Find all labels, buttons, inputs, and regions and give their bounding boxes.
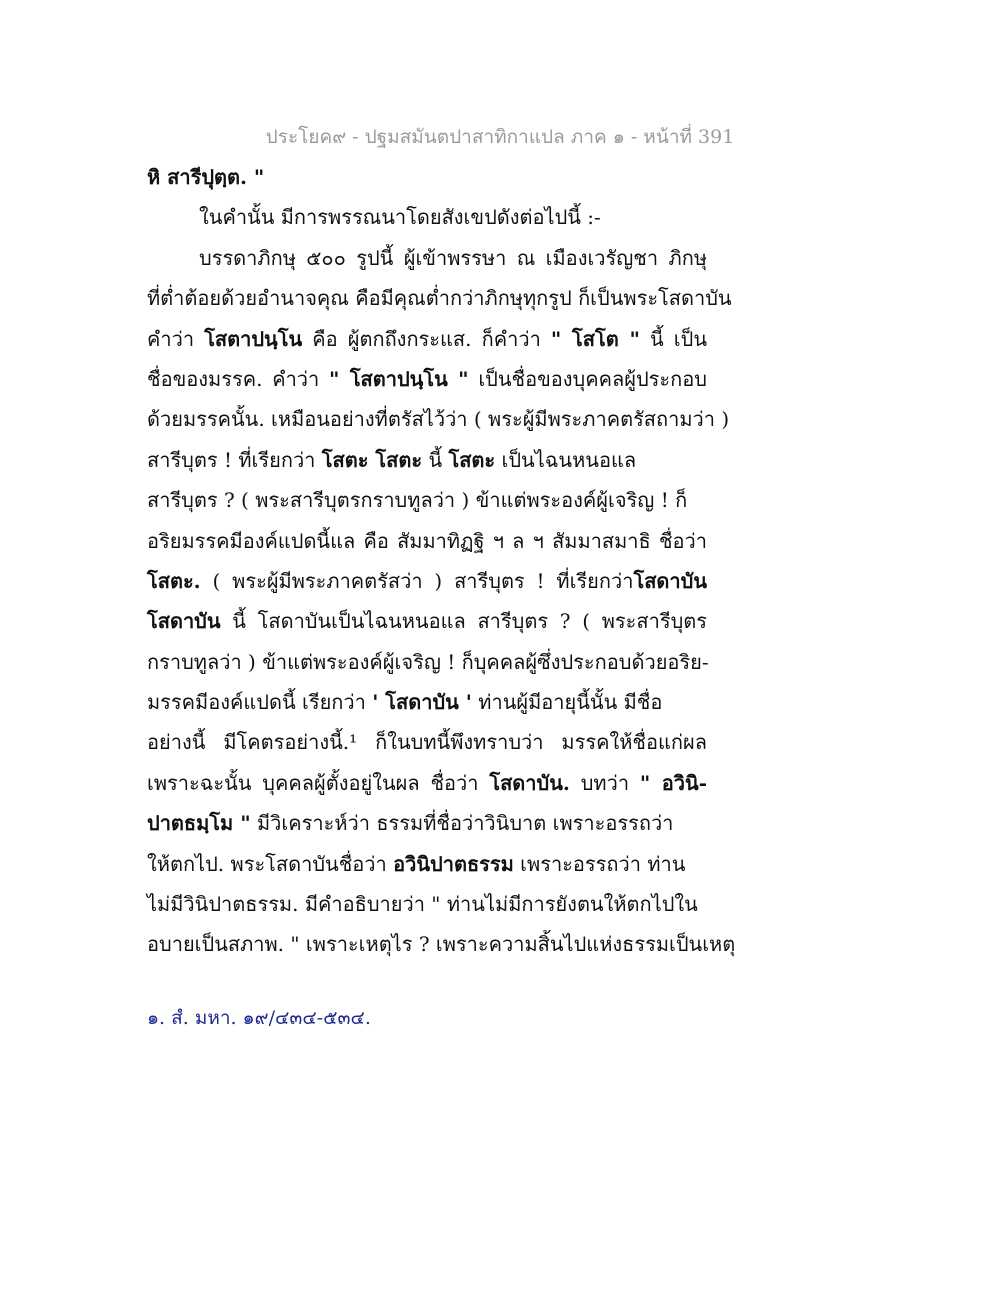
footnote: ๑. สํ. มหา. ๑๙/๔๓๔-๕๓๔. bbox=[147, 1007, 371, 1029]
text-line bbox=[147, 440, 707, 480]
text-line bbox=[147, 884, 707, 924]
text-run: มรรคมีองค์แปดนี้ เรียกว่า bbox=[147, 690, 373, 715]
bold-term: โสดาบัน. bbox=[489, 770, 570, 795]
bold-term: " โสโต " bbox=[550, 326, 640, 351]
text-line bbox=[147, 803, 707, 843]
text-run: คำว่า bbox=[147, 326, 205, 351]
text-run: ด้วยมรรคนั้น. เหมือนอย่างที่ตรัสไว้ว่า ( พระผู้มีพระภาคตรัสถามว่า ) bbox=[147, 407, 730, 432]
text-line bbox=[147, 197, 707, 237]
text-line bbox=[147, 601, 707, 641]
text-run: อริยมรรคมีองค์แปดนี้แล คือ สัมมาทิฏฐิ ฯ ล ฯ สัมมาสมาธิ ชื่อว่า bbox=[147, 528, 707, 553]
bold-term: " อวินิ- bbox=[639, 770, 707, 795]
bold-term: อวินิปาตธรรม bbox=[393, 851, 514, 876]
text-line bbox=[147, 319, 707, 359]
bold-term: ปาตธมฺโม " bbox=[147, 811, 251, 836]
bold-term: โสตาปนฺโน bbox=[204, 326, 303, 351]
body-text bbox=[147, 157, 736, 965]
text-run: เป็นไฉนหนอแล bbox=[495, 447, 637, 472]
text-run: ท่านผู้มีอายุนี้นั้น มีชื่อ bbox=[471, 690, 663, 715]
text-line bbox=[147, 480, 707, 520]
text-run: ( พระผู้มีพระภาคตรัสว่า ) สารีบุตร ! ที่เรียกว่า bbox=[200, 568, 634, 593]
text-run: นี้ เป็น bbox=[639, 326, 707, 351]
text-line bbox=[147, 642, 707, 682]
text-line bbox=[147, 278, 732, 318]
text-line bbox=[147, 359, 707, 399]
text-run: เพราะอรรถว่า ท่าน bbox=[513, 851, 686, 876]
text-line bbox=[147, 924, 736, 964]
text-run: นี้ โสดาบันเป็นไฉนหนอแล สารีบุตร ? ( พระสารีบุตร bbox=[220, 609, 707, 634]
text-run: ไม่มีวินิปาตธรรม. มีคำอธิบายว่า " ท่านไม่มีการยังตนให้ตกไปใน bbox=[147, 892, 698, 917]
text-run: นี้ bbox=[422, 447, 449, 472]
bold-term: หิ สารีปุตฺต. " bbox=[147, 165, 265, 189]
text-run: คือ ผู้ตกถึงกระแส. ก็คำว่า bbox=[302, 326, 551, 351]
text-run: อบายเป็นสภาพ. " เพราะเหตุไร ? เพราะความสิ้นไปแห่งธรรมเป็นเหตุ bbox=[147, 932, 736, 957]
text-line bbox=[147, 682, 707, 722]
running-header: ประโยค๙ - ปฐมสมันตปาสาทิกาแปล ภาค ๑ - หน้าที่ 391 bbox=[265, 126, 735, 148]
text-run: เป็นชื่อของบุคคลผู้ประกอบ bbox=[468, 366, 707, 391]
bold-term: ' โสดาบัน ' bbox=[372, 690, 472, 715]
bold-term: " โสตาปนฺโน " bbox=[329, 366, 469, 391]
text-run: เพราะฉะนั้น บุคคลผู้ตั้งอยู่ในผล ชื่อว่า bbox=[147, 770, 490, 795]
bold-term: โสดาบัน bbox=[147, 609, 221, 634]
text-run: ในคำนั้น มีการพรรณนาโดยสังเขปดังต่อไปนี้ :- bbox=[199, 205, 601, 230]
text-run: ที่ต่ำต้อยด้วยอำนาจคุณ คือมีคุณต่ำกว่าภิกษุทุกรูป ก็เป็นพระโสดาบัน bbox=[147, 286, 732, 311]
text-line bbox=[147, 157, 707, 197]
bold-term: โสดาบัน bbox=[633, 568, 707, 593]
text-run: อย่างนี้ มีโคตรอย่างนี้.¹ ก็ในบทนี้พึงทราบว่า มรรคให้ชื่อแก่ผล bbox=[147, 730, 707, 755]
text-run: ให้ตกไป. พระโสดาบันชื่อว่า bbox=[147, 851, 394, 876]
text-run: สารีบุตร ! ที่เรียกว่า bbox=[147, 447, 322, 472]
text-line bbox=[147, 238, 707, 278]
text-line bbox=[147, 399, 730, 439]
text-run: ชื่อของมรรค. คำว่า bbox=[147, 366, 330, 391]
text-line bbox=[147, 722, 707, 762]
text-run: บรรดาภิกษุ ๕๐๐ รูปนี้ ผู้เข้าพรรษา ณ เมืองเวรัญชา ภิกษุ bbox=[199, 245, 707, 270]
text-run: กราบทูลว่า ) ข้าแต่พระองค์ผู้เจริญ ! ก็บุคคลผู้ซึ่งประกอบด้วยอริย- bbox=[147, 649, 709, 674]
bold-term: โสตะ โสตะ bbox=[321, 447, 423, 472]
text-run: สารีบุตร ? ( พระสารีบุตรกราบทูลว่า ) ข้าแต่พระองค์ผู้เจริญ ! ก็ bbox=[147, 488, 688, 513]
text-line bbox=[147, 763, 707, 803]
text-line bbox=[147, 561, 707, 601]
bold-term: โสตะ bbox=[448, 447, 496, 472]
text-line bbox=[147, 521, 707, 561]
text-run: มีวิเคราะห์ว่า ธรรมที่ชื่อว่าวินิบาต เพราะอรรถว่า bbox=[250, 811, 674, 836]
bold-term: โสตะ. bbox=[147, 568, 201, 593]
text-run: บทว่า bbox=[569, 770, 640, 795]
text-line bbox=[147, 844, 707, 884]
